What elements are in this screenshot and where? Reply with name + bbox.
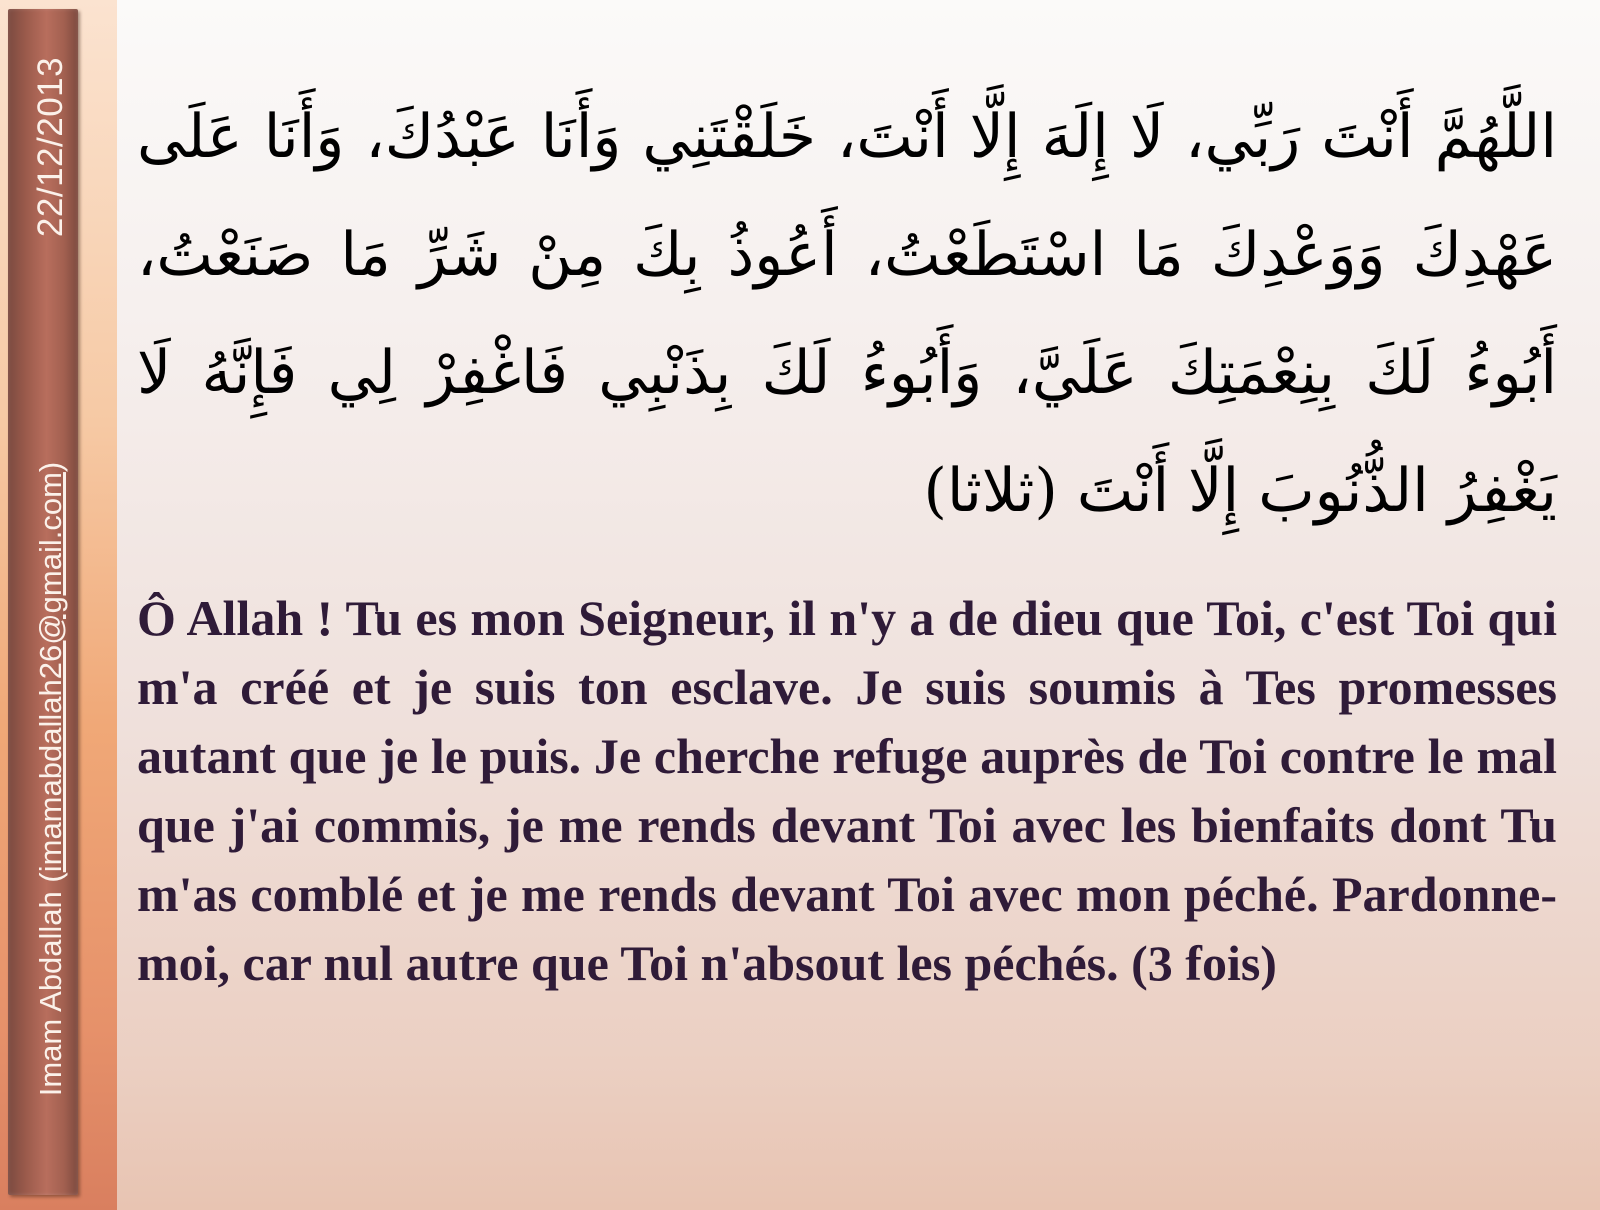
email-link[interactable]: imamabdallah26@gmail.com [33, 472, 68, 873]
sidebar-bar [8, 9, 78, 1195]
author-name: Imam Abdallah [33, 891, 68, 1097]
arabic-supplication: اللَّهُمَّ أَنْتَ رَبِّي، لَا إِلَهَ إِلَّا أَنْتَ، خَلَقْتَنِي وَأَنَا عَبْدُكَ، وَأَنَا عَلَى عَهْدِكَ وَوَعْدِكَ مَا اسْتَطَعْتُ، أَعُوذُ بِكَ مِنْ شَرِّ مَا صَنَعْتُ، أَبُوءُ لَكَ بِنِعْمَتِكَ عَلَيَّ، وَأَبُوءُ لَكَ بِذَنْبِي فَاغْفِرْ لِي فَإِنَّهُ لَا يَغْفِرُ الذُّنُوبَ إِلَّا أَنْتَ (ثلاثا) [137, 102, 1557, 526]
close-paren: ) [33, 461, 68, 473]
content-area [117, 0, 1600, 1210]
sidebar-background [0, 0, 117, 1210]
open-paren: ( [33, 872, 68, 892]
author-credit [33, 462, 69, 1097]
french-translation: Ô Allah ! Tu es mon Seigneur, il n'y a de dieu que Toi, c'est Toi qui m'a créé et je suis ton esclave. Je suis soumis à Tes promesses autant que je le puis. Je cherche refuge auprès de Toi contre le mal que j'ai commis, je me rends devant Toi avec les bienfaits dont Tu m'as comblé et je me rends devant Toi avec mon péché. Pardonne-moi, car nul autre que Toi n'absout les péchés. (3 fois) [137, 590, 1557, 991]
date-label: 22/12/2013 [31, 56, 70, 238]
